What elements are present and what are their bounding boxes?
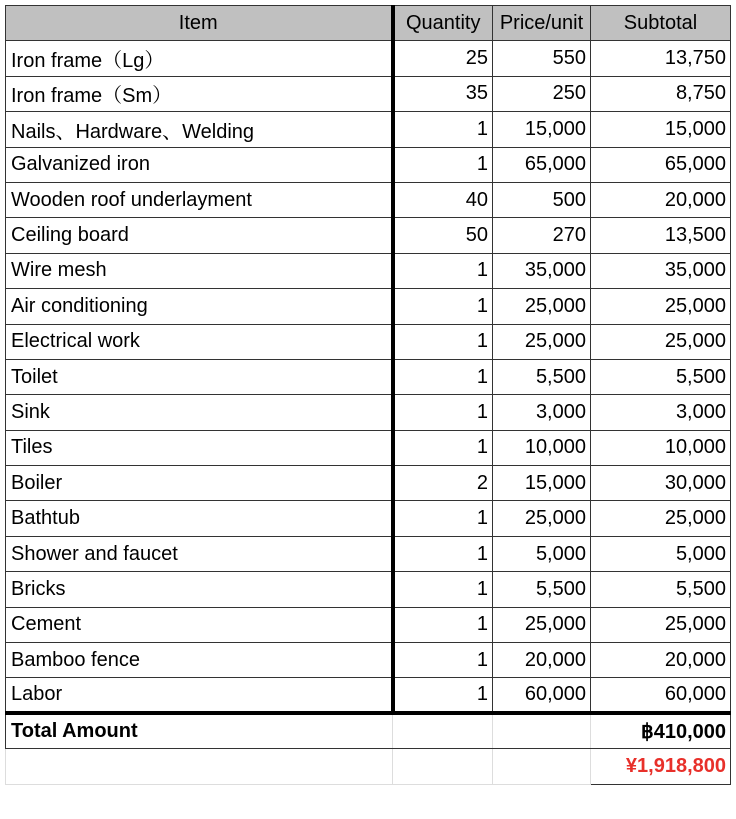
quantity-cell: 1 [393,289,493,324]
subtotal-cell: 20,000 [591,182,731,217]
price-cell: 270 [493,218,591,253]
quantity-cell: 1 [393,572,493,607]
item-cell: Cement [6,607,393,642]
table-row [6,41,731,76]
item-cell: Galvanized iron [6,147,393,182]
price-cell: 10,000 [493,430,591,465]
subtotal-cell: 10,000 [591,430,731,465]
item-cell: Boiler [6,466,393,501]
table-row [6,395,731,430]
table-row [6,607,731,642]
table-row [6,536,731,571]
subtotal-cell: 5,500 [591,572,731,607]
empty-cell [393,713,493,748]
item-cell: Wooden roof underlayment [6,182,393,217]
item-cell: Air conditioning [6,289,393,324]
subtotal-cell: 5,500 [591,359,731,394]
item-cell: Iron frame（Lg） [6,41,393,76]
price-cell: 60,000 [493,678,591,713]
table-row [6,324,731,359]
subtotal-cell: 60,000 [591,678,731,713]
price-cell: 25,000 [493,324,591,359]
quantity-cell: 1 [393,147,493,182]
item-cell: Shower and faucet [6,536,393,571]
table-row [6,501,731,536]
total-jpy-row [6,749,731,784]
quantity-cell: 50 [393,218,493,253]
subtotal-cell: 13,500 [591,218,731,253]
price-cell: 20,000 [493,643,591,678]
price-cell: 3,000 [493,395,591,430]
price-cell: 5,000 [493,536,591,571]
item-cell: Bricks [6,572,393,607]
table-row [6,112,731,147]
subtotal-cell: 25,000 [591,501,731,536]
item-cell: Tiles [6,430,393,465]
quantity-cell: 1 [393,112,493,147]
subtotal-cell: 15,000 [591,112,731,147]
total-label: Total Amount [6,713,393,748]
table-row [6,147,731,182]
subtotal-cell: 20,000 [591,643,731,678]
table-row [6,466,731,501]
total-row [6,713,731,748]
quantity-cell: 1 [393,324,493,359]
quantity-cell: 1 [393,359,493,394]
empty-cell [493,713,591,748]
subtotal-cell: 3,000 [591,395,731,430]
price-cell: 25,000 [493,607,591,642]
header-row [6,6,731,41]
item-cell: Ceiling board [6,218,393,253]
total-jpy: ¥1,918,800 [591,749,731,784]
table-row [6,572,731,607]
quantity-cell: 40 [393,182,493,217]
subtotal-cell: 25,000 [591,289,731,324]
item-cell: Bamboo fence [6,643,393,678]
quantity-cell: 1 [393,253,493,288]
subtotal-cell: 8,750 [591,76,731,111]
total-thb: ฿410,000 [591,713,731,748]
table-row [6,359,731,394]
item-cell: Toilet [6,359,393,394]
quantity-cell: 1 [393,430,493,465]
quantity-cell: 1 [393,607,493,642]
item-cell: Labor [6,678,393,713]
subtotal-cell: 25,000 [591,324,731,359]
quantity-cell: 1 [393,678,493,713]
quantity-cell: 1 [393,395,493,430]
subtotal-cell: 35,000 [591,253,731,288]
header-subtotal: Subtotal [591,6,731,41]
table-row [6,218,731,253]
price-cell: 15,000 [493,466,591,501]
quantity-cell: 25 [393,41,493,76]
quantity-cell: 2 [393,466,493,501]
price-cell: 5,500 [493,572,591,607]
empty-cell [393,749,493,784]
price-cell: 25,000 [493,289,591,324]
price-cell: 500 [493,182,591,217]
quantity-cell: 35 [393,76,493,111]
empty-cell [6,749,393,784]
price-cell: 35,000 [493,253,591,288]
subtotal-cell: 25,000 [591,607,731,642]
cost-table [5,5,731,785]
price-cell: 250 [493,76,591,111]
price-cell: 25,000 [493,501,591,536]
table-row [6,678,731,713]
table-row [6,253,731,288]
table-row [6,289,731,324]
header-quantity: Quantity [393,6,493,41]
price-cell: 65,000 [493,147,591,182]
subtotal-cell: 30,000 [591,466,731,501]
quantity-cell: 1 [393,536,493,571]
subtotal-cell: 5,000 [591,536,731,571]
item-cell: Bathtub [6,501,393,536]
table-row [6,76,731,111]
price-cell: 15,000 [493,112,591,147]
item-cell: Sink [6,395,393,430]
subtotal-cell: 13,750 [591,41,731,76]
item-cell: Electrical work [6,324,393,359]
empty-cell [493,749,591,784]
quantity-cell: 1 [393,501,493,536]
item-cell: Wire mesh [6,253,393,288]
header-price: Price/unit [493,6,591,41]
table-row [6,643,731,678]
header-item: Item [6,6,393,41]
price-cell: 5,500 [493,359,591,394]
table-row [6,182,731,217]
item-cell: Iron frame（Sm） [6,76,393,111]
subtotal-cell: 65,000 [591,147,731,182]
price-cell: 550 [493,41,591,76]
item-cell: Nails、Hardware、Welding [6,112,393,147]
quantity-cell: 1 [393,643,493,678]
table-row [6,430,731,465]
